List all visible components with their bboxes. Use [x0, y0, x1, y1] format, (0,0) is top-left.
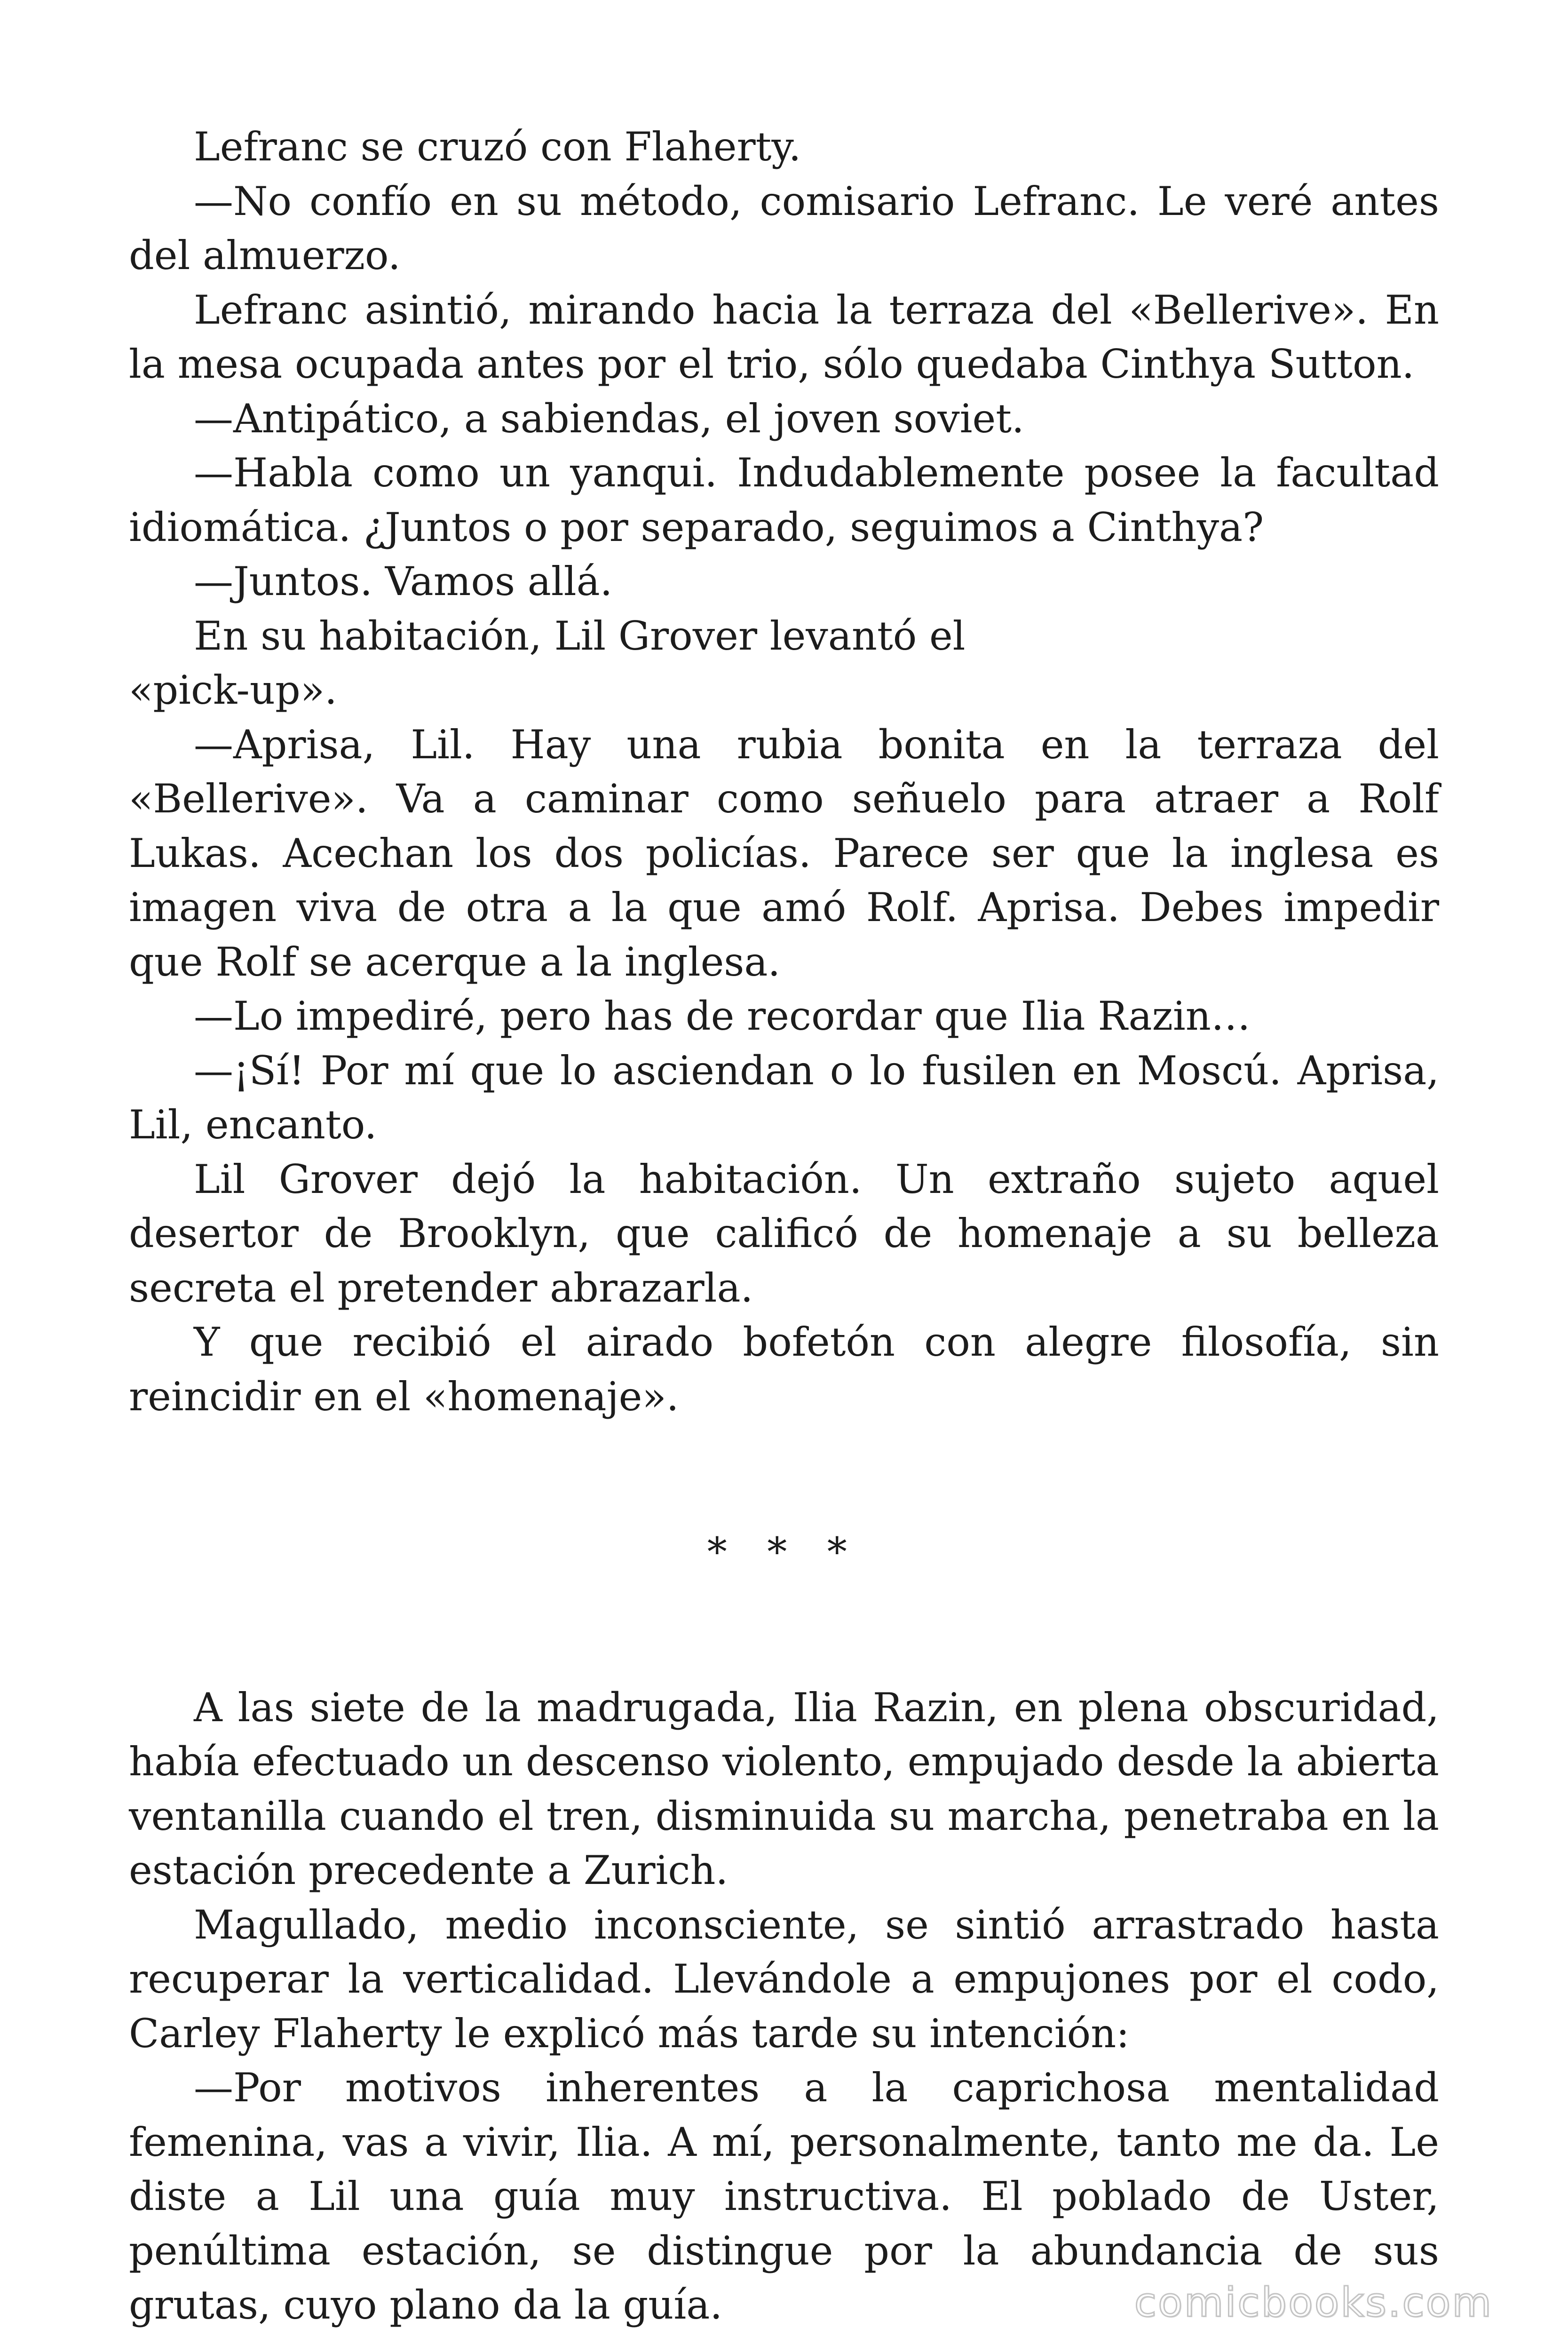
paragraph: Lefranc se cruzó con Flaherty.: [194, 124, 801, 170]
paragraph: «pick-up».: [129, 667, 337, 713]
book-page: [129, 120, 1439, 2333]
section-separator: * * *: [707, 1529, 861, 1575]
paragraph: —Habla como un yanqui. Indudablemente posee la facultad idiomática. ¿Juntos o por separado, seguimos a Cinthya?: [129, 450, 1439, 550]
paragraph: —Por motivos inherentes a la caprichosa mentalidad femenina, vas a vivir, Ilia. A mí, personalmente, tanto me da. Le diste a Lil una guía muy instructiva. El poblado de Uster, penúltima estación, se distingue por la abundancia de sus grutas, cuyo plano da la guía.: [129, 2065, 1439, 2328]
paragraph: Magullado, medio inconsciente, se sintió arrastrado hasta recuperar la verticalidad. Llevándole a empujones por el codo, Carley Flaherty le explicó más tarde su intención:: [129, 1901, 1439, 2057]
paragraph: Y que recibió el airado bofetón con alegre filosofía, sin reincidir en el «homenaje».: [129, 1319, 1439, 1420]
paragraph: —Juntos. Vamos allá.: [194, 558, 613, 604]
paragraph: Lil Grover dejó la habitación. Un extraño sujeto aquel desertor de Brooklyn, que calificó de homenaje a su belleza secreta el pretender abrazarla.: [129, 1156, 1439, 1311]
paragraph: Lefranc asintió, mirando hacia la terraza del «Bellerive». En la mesa ocupada antes por el trio, sólo quedaba Cinthya Sutton.: [129, 286, 1439, 387]
paragraph: —Lo impediré, pero has de recordar que Ilia Razin…: [194, 993, 1251, 1039]
paragraph: A las siete de la madrugada, Ilia Razin, en plena obscuridad, había efectuado un descenso violento, empujado desde la abierta ventanilla cuando el tren, disminuida su marcha, penetraba en la estación precedente a Zurich.: [129, 1684, 1439, 1893]
paragraph: —Aprisa, Lil. Hay una rubia bonita en la terraza del «Bellerive». Va a caminar como señuelo para atraer a Rolf Lukas. Acechan los dos policías. Parece ser que la inglesa es imagen viva de otra a la que amó Rolf. Aprisa. Debes impedir que Rolf se acerque a la inglesa.: [129, 721, 1439, 985]
paragraph: —¡Sí! Por mí que lo asciendan o lo fusilen en Moscú. Aprisa, Lil, encanto.: [129, 1047, 1439, 1148]
watermark: comicbooks.com: [1134, 2279, 1493, 2326]
paragraph: En su habitación, Lil Grover levantó el: [194, 612, 966, 659]
paragraph: —Antipático, a sabiendas, el joven soviet.: [194, 395, 1024, 442]
paragraph: —No confío en su método, comisario Lefranc. Le veré antes del almuerzo.: [129, 178, 1439, 278]
